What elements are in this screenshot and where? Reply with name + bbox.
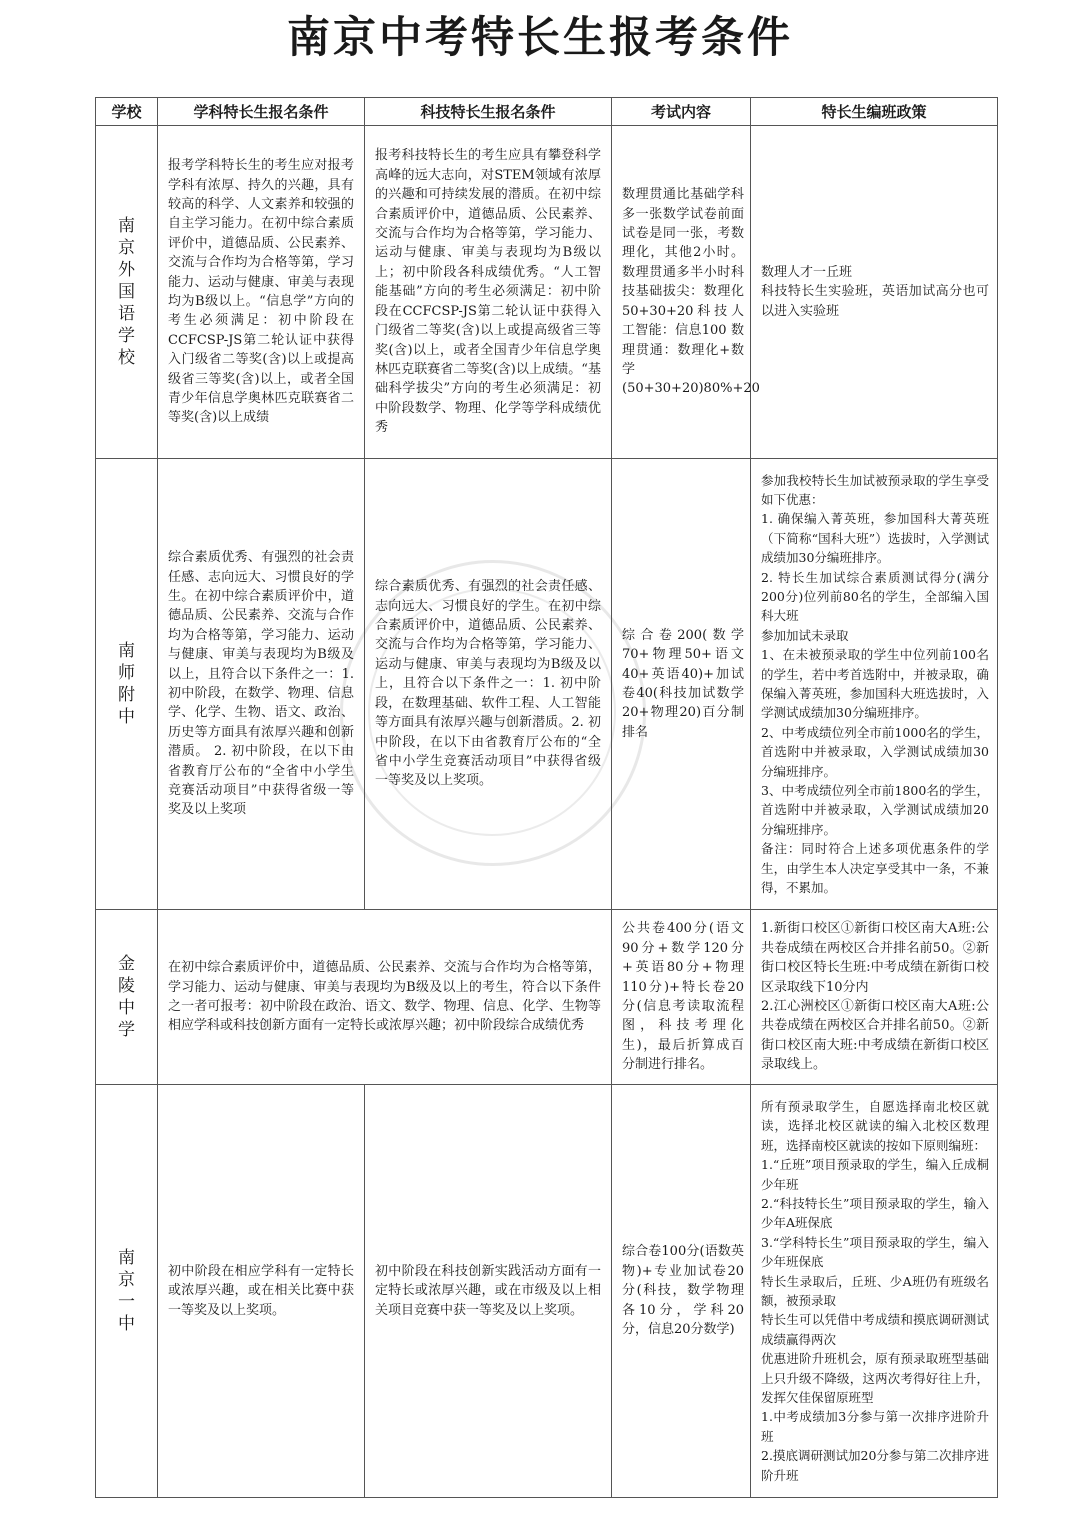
tech-conditions: 报考科技特长生的考生应具有攀登科学高峰的远大志向，对STEM领域有浓厚的兴趣和可持续发展的潜质。在初中综合素质评价中，道德品质、公民素养、交流与合作均为合格等第，学习能力、运动与健康、审美与表现均为B级以上；初中阶段各科成绩优秀。“人工智能基础”方向的考生必须满足：初中阶段在CCFCSP-JS第二轮认证中获得入门级省二等奖(含)以上或提高级省三等奖(含)以上，或者全国青少年信息学奥林匹克联赛省二等奖(含)以上成绩。“基础科学拔尖”方向的考生必须满足：初中阶段数学、物理、化学等学科成绩优秀	[365, 126, 612, 459]
subject-conditions: 综合素质优秀、有强烈的社会责任感、志向远大、习惯良好的学生。在初中综合素质评价中，道德品质、公民素养、交流与合作均为合格等第，学习能力、运动与健康、审美与表现均为B级及以上，且符合以下条件之一：1. 初中阶段，在数学、物理、信息学、化学、生物、语文、政治、历史等方面具有浓厚兴趣和创新潜质。 2. 初中阶段，在以下由省教育厅公布的“全省中小学生竞赛活动项目”中获得省级一等奖及以上奖项	[158, 459, 365, 910]
merged-conditions: 在初中综合素质评价中，道德品质、公民素养、交流与合作均为合格等第，学习能力、运动与健康、审美与表现均为B级及以上的考生，符合以下条件之一者可报考：初中阶段在政治、语文、数学、物理、信息、化学、生物等相应学科或科技创新方面有一定特长或浓厚兴趣；初中阶段综合成绩优秀	[158, 910, 612, 1085]
class-policy: 所有预录取学生，自愿选择南北校区就读，选择北校区就读的编入北校区数理班，选择南校区就读的按如下原则编班： 1.“丘班”项目预录取的学生，编入丘成桐少年班 2.“科技特长生”项目预录取的学生，输入少年A班保底 3.“学科特长生”项目预录取的学生，编入少年班保底 特长生录取后，丘班、少A班仍有班级名额，被预录取 特长生可以凭借中考成绩和摸底调研测试成绩赢得两次 优惠进阶升班机会，原有预录取班型基础上只升级不降级，这两次考得好往上升，发挥欠佳保留原班型 1.中考成绩加3分参与第一次排序进阶升班 2.摸底调研测试加20分参与第二次排序进阶升班	[751, 1085, 998, 1498]
exam-content: 综合卷100分(语数英物)+专业加试卷20分(科技，数学物理各10分，学科20分，信息20分数学)	[612, 1085, 751, 1498]
school-name: 金陵中学	[96, 910, 158, 1085]
subject-conditions: 报考学科特长生的考生应对报考学科有浓厚、持久的兴趣，具有较高的科学、人文素养和较强的自主学习能力。在初中综合素质评价中，道德品质、公民素养、交流与合作均为合格等第，学习能力、运动与健康、审美与表现均为B级以上。“信息学”方向的考生必须满足：初中阶段在CCFCSP-JS第二轮认证中获得入门级省二等奖(含)以上或提高级省三等奖(含)以上，或者全国青少年信息学奥林匹克联赛省二等奖(含)以上成绩	[158, 126, 365, 459]
school-name: 南京一中	[96, 1085, 158, 1498]
header-policy: 特长生编班政策	[751, 98, 998, 126]
header-exam: 考试内容	[612, 98, 751, 126]
table-row	[96, 459, 998, 910]
tech-conditions: 初中阶段在科技创新实践活动方面有一定特长或浓厚兴趣，或在市级及以上相关项目竞赛中获一等奖及以上奖项。	[365, 1085, 612, 1498]
class-policy: 1.新街口校区①新街口校区南大A班:公共卷成绩在两校区合并排名前50。②新街口校区特长生班:中考成绩在新街口校区录取线下10分内 2.江心洲校区①新街口校区南大A班:公共卷成绩在两校区合并排名前50。②新街口校区南大班:中考成绩在新街口校区录取线上。	[751, 910, 998, 1085]
table-header-row	[96, 98, 998, 126]
exam-content: 综合卷200(数学70+物理50+语文40+英语40)+加试卷40(科技加试数学20+物理20)百分制排名	[612, 459, 751, 910]
class-policy: 参加我校特长生加试被预录取的学生享受如下优惠： 1. 确保编入菁英班，参加国科大菁英班（下简称“国科大班”）选拔时，入学测试成绩加30分编班排序。 2. 特长生加试综合素质测试得分(满分200分)位列前80名的学生，全部编入国科大班 参加加试未录取 1、在未被预录取的学生中位列前100名的学生，若中考首选附中，并被录取，确保编入菁英班，参加国科大班选拔时，入学测试成绩加30分编班排序。 2、中考成绩位列全市前1000名的学生，首选附中并被录取，入学测试成绩加30分编班排序。 3、中考成绩位列全市前1800名的学生，首选附中并被录取，入学测试成绩加20分编班排序。 备注：同时符合上述多项优惠条件的学生，由学生本人决定享受其中一条，不兼得，不累加。	[751, 459, 998, 910]
school-name: 南师附中	[96, 459, 158, 910]
class-policy: 数理人才一丘班 科技特长生实验班，英语加试高分也可以进入实验班	[751, 126, 998, 459]
tech-conditions: 综合素质优秀、有强烈的社会责任感、志向远大、习惯良好的学生。在初中综合素质评价中，道德品质、公民素养、交流与合作均为合格等第，学习能力、运动与健康、审美与表现均为B级及以上，且符合以下条件之一：1. 初中阶段，在数理基础、软件工程、人工智能等方面具有浓厚兴趣与创新潜质。2. 初中阶段，在以下由省教育厅公布的“全省中小学生竞赛活动项目”中获得省级一等奖及以上奖项。	[365, 459, 612, 910]
header-school: 学校	[96, 98, 158, 126]
subject-conditions: 初中阶段在相应学科有一定特长或浓厚兴趣，或在相关比赛中获一等奖及以上奖项。	[158, 1085, 365, 1498]
school-name: 南京外国语学校	[96, 126, 158, 459]
header-tech: 科技特长生报名条件	[365, 98, 612, 126]
header-subject: 学科特长生报名条件	[158, 98, 365, 126]
table-row	[96, 1085, 998, 1498]
exam-content: 公共卷400分(语文90分+数学120分+英语80分+物理110分)+特长卷20分(信息考读取流程图，科技考理化生)，最后折算成百分制进行排名。	[612, 910, 751, 1085]
exam-content: 数理贯通比基础学科多一张数学试卷前面试卷是同一张，考数理化，其他2小时。数理贯通多半小时科技基础拔尖：数理化50+30+20科技人工智能：信息100 数理贯通：数理化+数学(50+30+20)80%+20	[612, 126, 751, 459]
table-row	[96, 910, 998, 1085]
page-title: 南京中考特长生报考条件	[287, 13, 793, 63]
admission-table	[95, 97, 998, 1498]
table-row	[96, 126, 998, 459]
